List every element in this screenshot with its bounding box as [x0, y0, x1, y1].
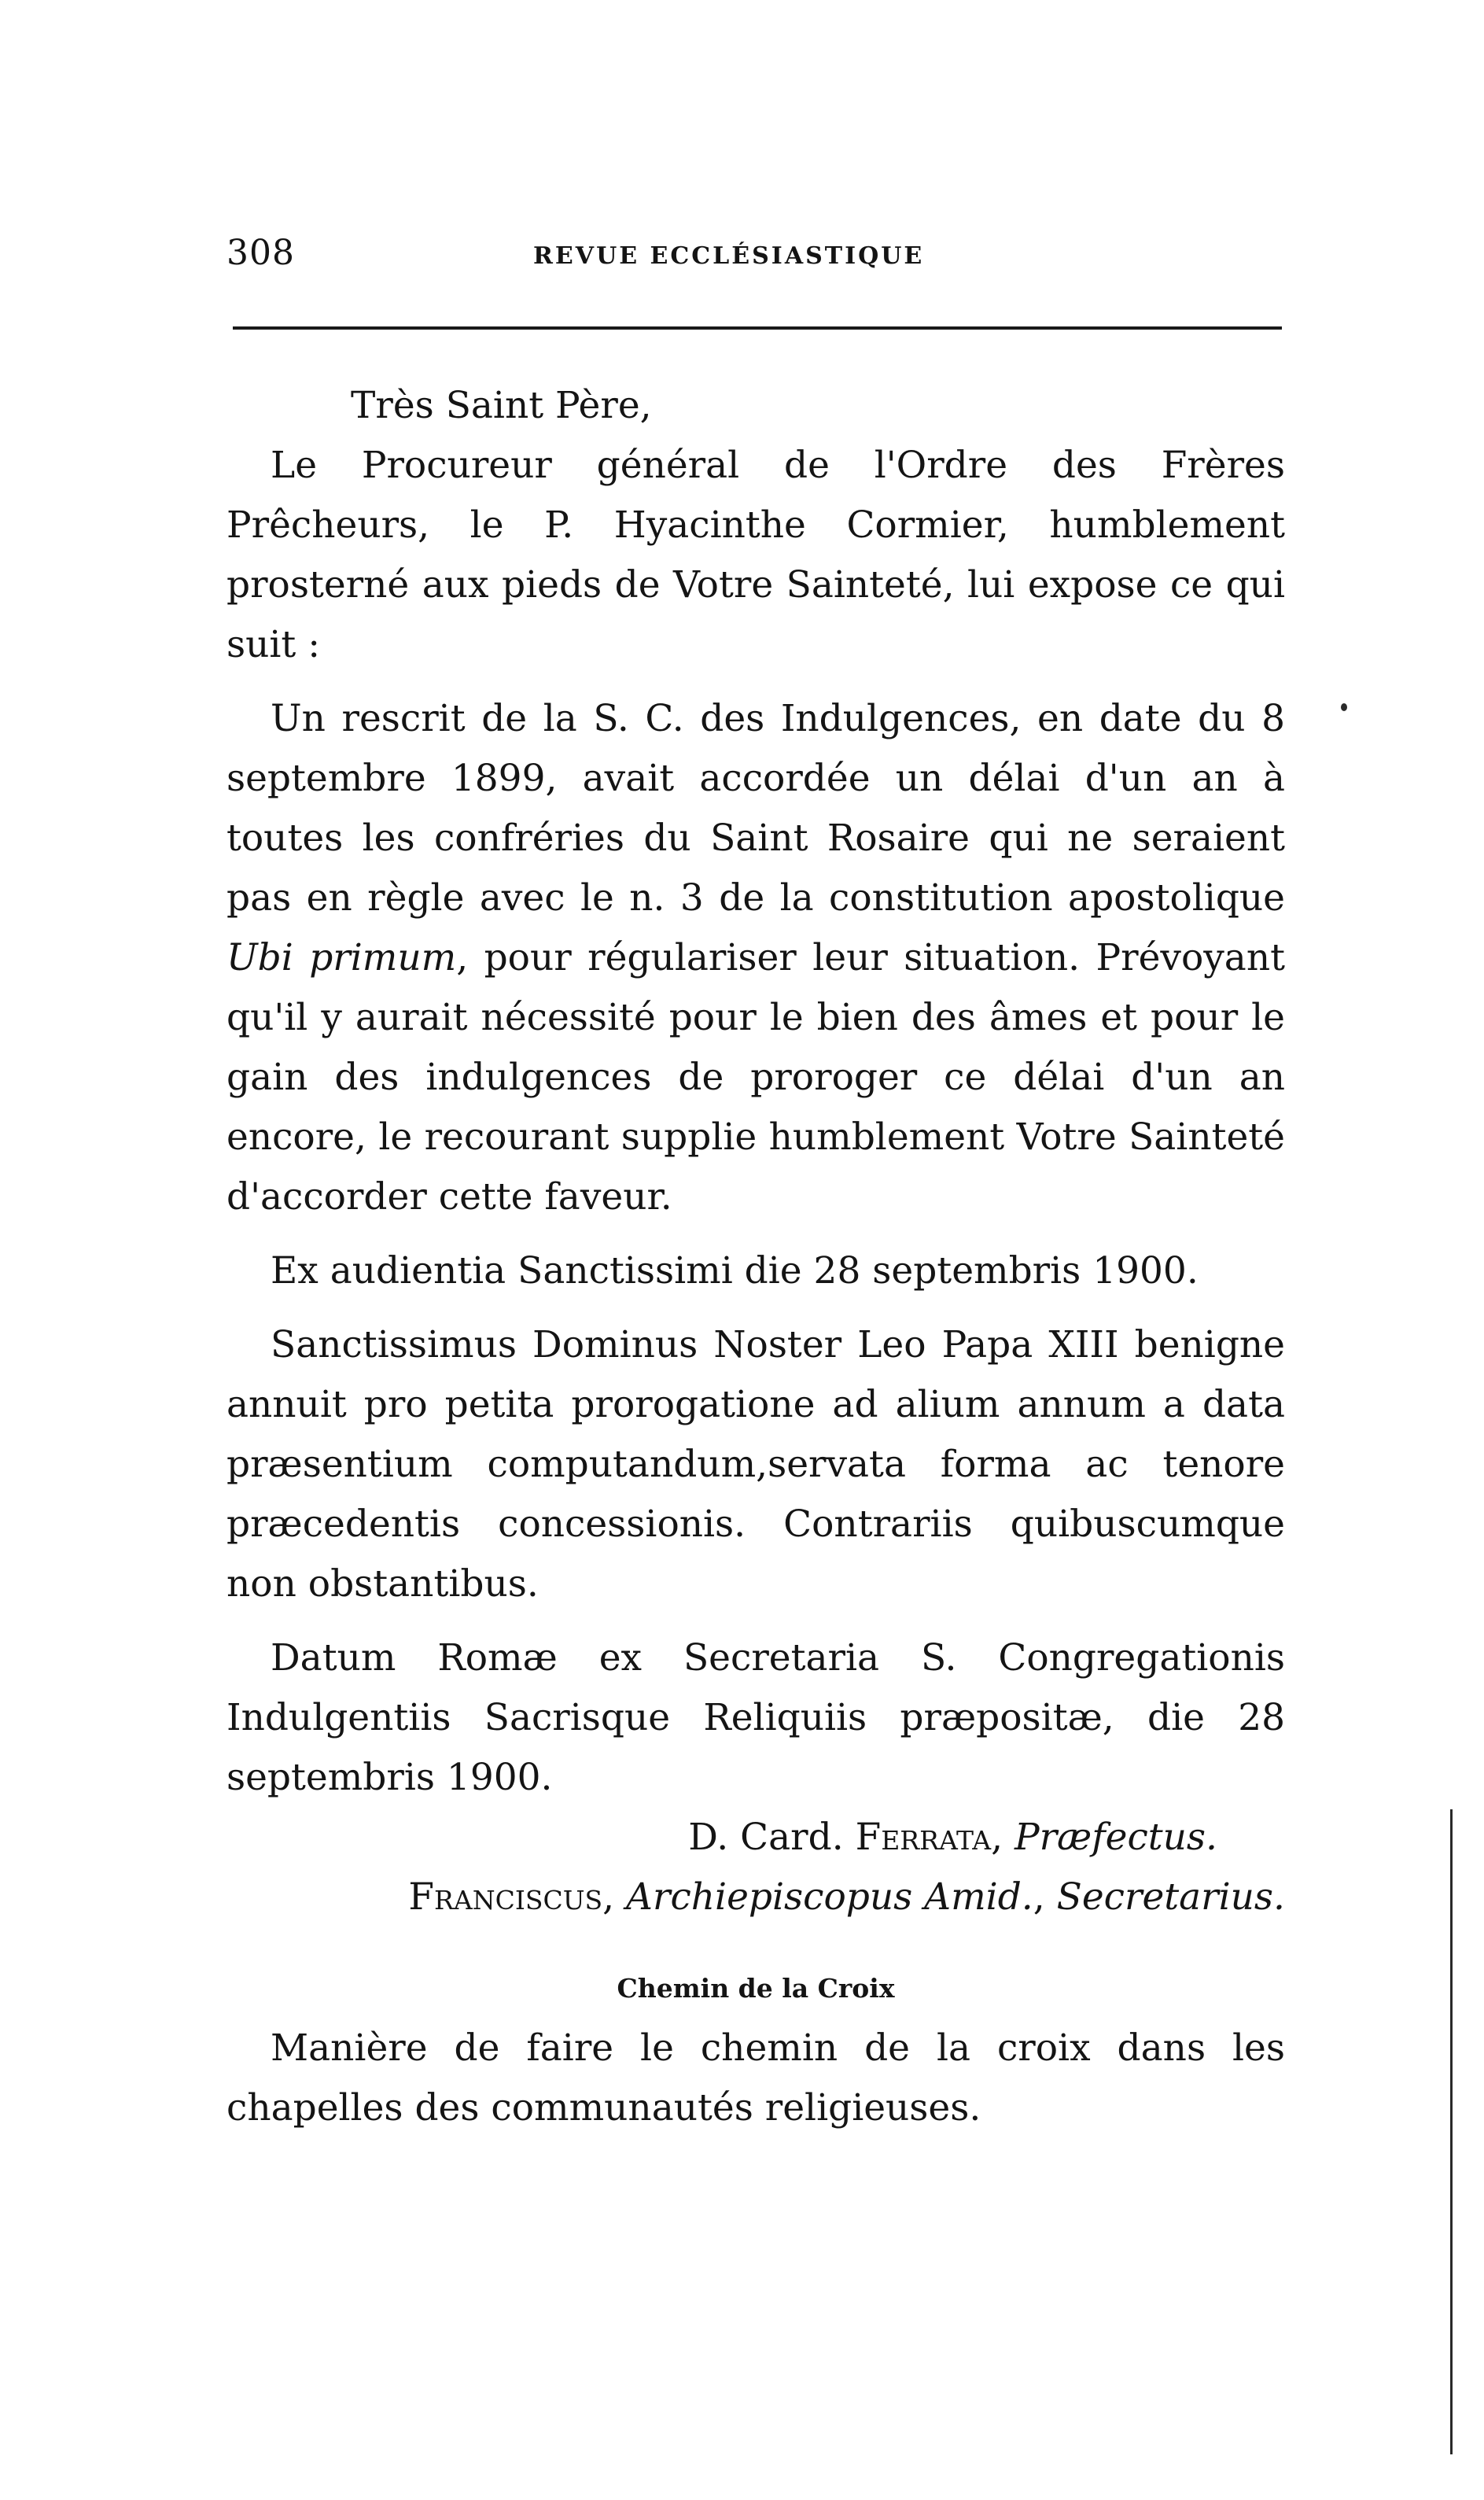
- grant-paragraph: Sanctissimus Dominus Noster Leo Papa XIII benigne annuit pro petita prorogatione ad alium annum a data præsentium computandum,servata forma ac tenore præcedentis concessionis. Contrariis quibuscumque non obstantibus.: [226, 1323, 1285, 1606]
- salutation: Très Saint Père,: [351, 384, 652, 427]
- signature-prefect-separator: ,: [991, 1816, 1014, 1859]
- audience-paragraph: Ex audientia Sanctissimi die 28 septembris 1900.: [271, 1249, 1199, 1292]
- page-edge-line: [1450, 1809, 1453, 2454]
- closing-paragraph: Manière de faire le chemin de la croix dans les chapelles des communautés religieuses.: [226, 2026, 1285, 2129]
- constitution-title: Ubi primum: [226, 936, 457, 979]
- signature-secretary-role: Secretarius.: [1056, 1875, 1285, 1919]
- signature-prefect-prefix: D. Card.: [688, 1816, 856, 1859]
- margin-mark: [1341, 703, 1347, 711]
- body-text: [226, 376, 1285, 2138]
- signature-secretary-title: Archiepiscopus Amid.: [626, 1875, 1033, 1919]
- running-title: REVUE ECCLÉSIASTIQUE: [533, 242, 925, 270]
- signature-prefect-title: Præfectus.: [1014, 1816, 1217, 1859]
- page-header: [226, 233, 1283, 280]
- signature-prefect: [226, 1808, 1285, 1868]
- rescript-text-before: Un rescrit de la S. C. des Indulgences, en date du 8 septembre 1899, avait accordée un délai d'un an à toutes les confréries du Saint Rosaire qui ne seraient pas en règle avec le n. 3 de la constitution apostolique: [226, 697, 1285, 920]
- signature-secretary: [226, 1868, 1285, 1927]
- page-number: 308: [226, 233, 295, 273]
- rescript-paragraph: [226, 689, 1285, 1227]
- datum-paragraph: Datum Romæ ex Secretaria S. Congregationis Indulgentiis Sacrisque Reliquiis præpositæ, die 28 septembris 1900.: [226, 1636, 1285, 1799]
- rescript-text-after: , pour régulariser leur situation. Prévoyant qu'il y aurait nécessité pour le bien des âmes et pour le gain des indulgences de proroger ce délai d'un an encore, le recourant supplie humblement Votre Sainteté d'accorder cette faveur.: [226, 936, 1285, 1219]
- petition-paragraph: Le Procureur général de l'Ordre des Frères Prêcheurs, le P. Hyacinthe Cormier, humblement prosterné aux pieds de Votre Sainteté, lui expose ce qui suit :: [226, 444, 1285, 666]
- section-title: Chemin de la Croix: [617, 1973, 895, 2004]
- signature-prefect-name: Ferrata: [855, 1816, 992, 1859]
- header-rule: [233, 326, 1282, 330]
- signature-secretary-separator-2: ,: [1033, 1875, 1057, 1919]
- signature-secretary-separator: ,: [602, 1875, 627, 1919]
- signature-secretary-name: Franciscus: [408, 1875, 603, 1919]
